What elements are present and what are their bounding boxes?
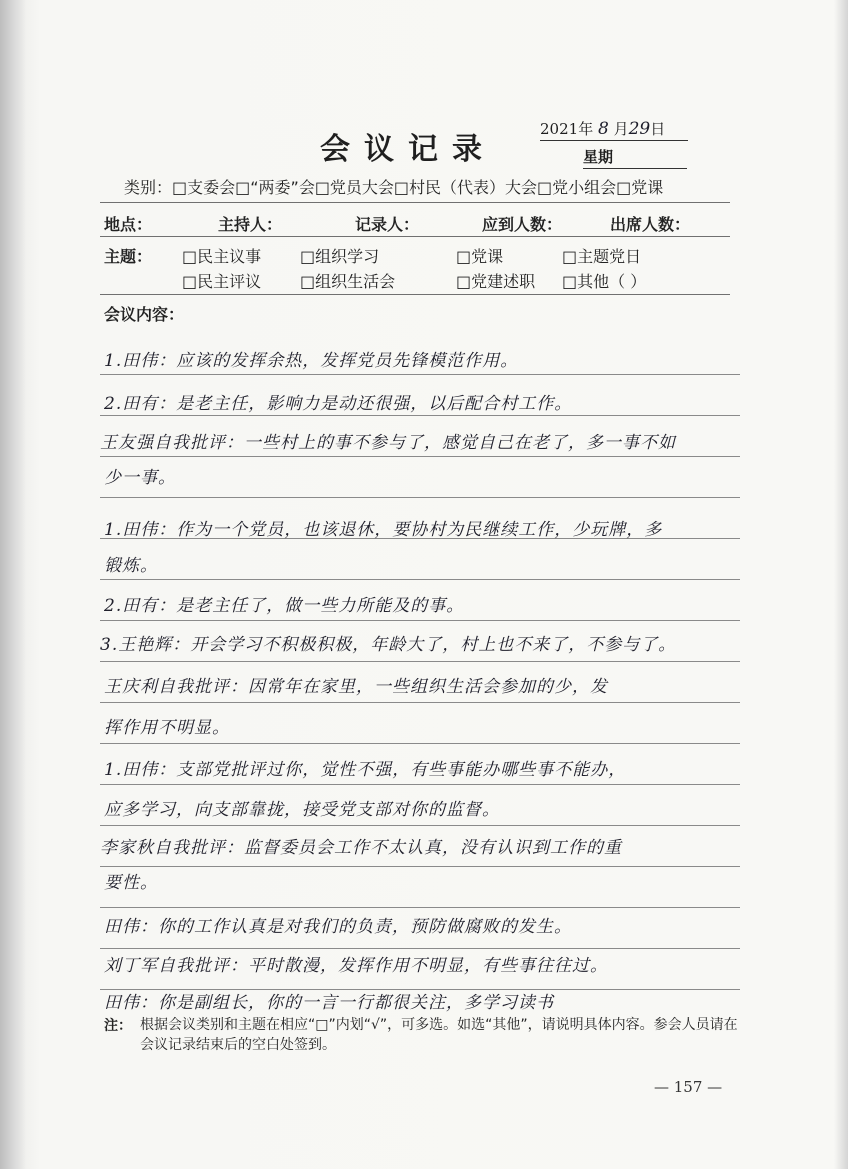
ruled-line (100, 456, 740, 457)
topic-option: □党课 (456, 247, 504, 266)
weekday-field (583, 146, 687, 169)
expected-count-label: 应到人数： (482, 215, 563, 234)
page-title: 会议记录 (320, 132, 496, 167)
divider (100, 294, 730, 295)
recorder-label: 记录人： (355, 215, 420, 234)
topic-option: □其他（ ） (562, 272, 647, 291)
page-edge-shadow (834, 0, 848, 1169)
month-char: 月 (613, 120, 629, 138)
ruled-line (100, 907, 740, 908)
note-label: 注： (104, 1018, 132, 1034)
page-number: — 157 — (654, 1078, 723, 1096)
ruled-line (100, 866, 740, 867)
ruled-line (100, 743, 740, 744)
topic-option: □党建述职 (456, 272, 536, 291)
date-year: 2021 (540, 120, 579, 138)
topic-option: □组织生活会 (300, 272, 396, 291)
host-label: 主持人： (218, 215, 283, 234)
topic-option: □民主评议 (182, 272, 262, 291)
handwritten-line: 少一事。 (104, 468, 176, 488)
handwritten-line: 挥作用不明显。 (104, 718, 230, 738)
location-label: 地点： (104, 215, 153, 234)
handwritten-line: 要性。 (104, 873, 158, 893)
topic-label: 主题： (104, 247, 153, 266)
day-char: 日 (650, 120, 666, 138)
content-label: 会议内容： (104, 305, 185, 324)
date-month: 8 (597, 119, 609, 139)
ruled-line (100, 374, 740, 375)
ruled-line (100, 702, 740, 703)
topic-option: □民主议事 (182, 247, 262, 266)
topic-option: □组织学习 (300, 247, 380, 266)
handwritten-line: 1.田伟：支部党批评过你，觉性不强，有些事能办哪些事不能办， (104, 760, 627, 780)
handwritten-line: 应多学习，向支部靠拢，接受党支部对你的监督。 (104, 800, 500, 820)
handwritten-line: 田伟：你的工作认真是对我们的负责，预防做腐败的发生。 (104, 917, 572, 937)
ruled-line (100, 620, 740, 621)
weekday-label: 星期 (583, 148, 614, 166)
ruled-line (100, 579, 740, 580)
divider (100, 202, 730, 203)
handwritten-line: 王友强自我批评：一些村上的事不参与了，感觉自己在老了，多一事不如 (100, 433, 676, 453)
divider (100, 236, 730, 237)
meeting-category: 类别：□支委会□“两委”会□党员大会□村民（代表）大会□党小组会□党课 (124, 178, 664, 197)
handwritten-line: 田伟：你是副组长，你的一言一行都很关注，多学习读书 (104, 993, 554, 1013)
date-day: 29 (628, 119, 651, 139)
topic-option: □主题党日 (562, 247, 642, 266)
handwritten-line: 锻炼。 (104, 556, 158, 576)
ruled-line (100, 825, 740, 826)
handwritten-line: 1.田伟：作为一个党员，也该退休，要协村为民继续工作，少玩牌，多 (104, 520, 663, 540)
handwritten-line: 王庆利自我批评：因常年在家里，一些组织生活会参加的少，发 (104, 677, 608, 697)
handwritten-line: 1.田伟：应该的发挥余热，发挥党员先锋模范作用。 (104, 351, 519, 371)
date-line (540, 118, 688, 141)
ruled-line (100, 784, 740, 785)
attended-count-label: 出席人数： (610, 215, 691, 234)
book-spine-shadow (0, 0, 26, 1169)
handwritten-line: 李家秋自我批评：监督委员会工作不太认真，没有认识到工作的重 (100, 838, 622, 858)
handwritten-line: 2.田有：是老主任了，做一些力所能及的事。 (104, 596, 465, 616)
ruled-line (100, 497, 740, 498)
ruled-line (100, 948, 740, 949)
year-char: 年 (578, 120, 594, 138)
handwritten-line: 3.王艳辉：开会学习不积极积极，年龄大了，村上也不来了，不参与了。 (100, 635, 677, 655)
ruled-line (100, 661, 740, 662)
note-text: 根据会议类别和主题在相应“□”内划“√”，可多选。如选“其他”，请说明具体内容。参会人员请在会议记录结束后的空白处签到。 (140, 1017, 738, 1053)
handwritten-line: 刘丁军自我批评：平时散漫，发挥作用不明显，有些事往往过。 (104, 956, 608, 976)
ruled-line (100, 415, 740, 416)
handwritten-line: 2.田有：是老主任，影响力是动还很强，以后配合村工作。 (104, 394, 573, 414)
